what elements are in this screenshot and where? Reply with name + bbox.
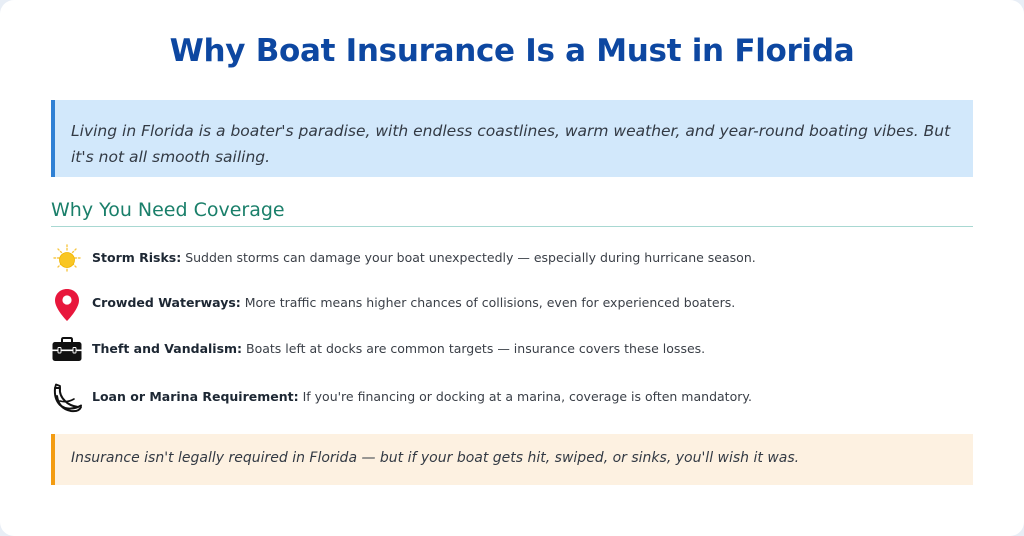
list-item-crowded-waterways	[51, 287, 973, 321]
sun-icon	[51, 242, 83, 274]
list-item-label: Storm Risks:	[92, 250, 182, 265]
list-item-label: Crowded Waterways:	[92, 295, 241, 310]
banana-icon	[51, 381, 83, 413]
list-item-theft-vandalism	[51, 333, 973, 367]
list-item-storm-risks	[51, 242, 973, 276]
list-item-description: If you're financing or docking at a marina, coverage is often mandatory.	[298, 389, 752, 404]
list-item-text	[92, 341, 705, 356]
page-title: Why Boat Insurance Is a Must in Florida	[169, 33, 855, 69]
list-item-description: More traffic means higher chances of collisions, even for experienced boaters.	[240, 295, 736, 310]
intro-text: Living in Florida is a boater's paradise, with endless coastlines, warm weather, and year-round boating vibes. But it's not all smooth sailing.	[71, 122, 951, 166]
section-heading: Why You Need Coverage	[51, 197, 973, 227]
briefcase-icon	[51, 333, 83, 365]
list-item-label: Loan or Marina Requirement:	[92, 389, 299, 404]
intro-callout	[51, 100, 973, 177]
list-item-label: Theft and Vandalism:	[92, 341, 243, 356]
list-item-loan-marina	[51, 381, 973, 415]
list-item-description: Boats left at docks are common targets — insurance covers these losses.	[242, 341, 706, 356]
list-item-text	[92, 389, 752, 404]
note-text: Insurance isn't legally required in Florida — but if your boat gets hit, swiped, or sinks, you'll wish it was.	[71, 450, 800, 466]
list-item-description: Sudden storms can damage your boat unexpectedly — especially during hurricane season.	[181, 250, 756, 265]
map-pin-icon	[51, 287, 83, 319]
note-callout	[51, 434, 973, 485]
list-item-text	[92, 250, 756, 265]
list-item-text	[92, 295, 735, 310]
